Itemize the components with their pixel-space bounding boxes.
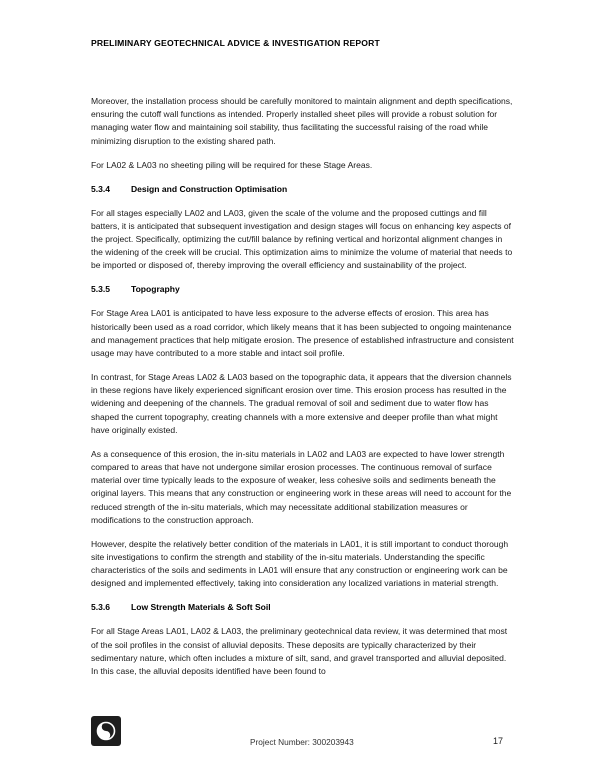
paragraph-topography-3: As a consequence of this erosion, the in-situ materials in LA02 and LA03 are expected to have lower strength compared to areas that have not undergone similar erosion processes. The continuous removal of surface material over time typically leads to the exposure of weaker, less cohesive soils and sediments beneath the original layers. This means that any construction or engineering work in these areas will need to account for the reduced strength of the in-situ materials, which may necessitate additional stabilization measures or modifications to the construction approach.	[91, 448, 512, 525]
section-number: 5.3.6	[91, 602, 111, 613]
page-number: 17	[493, 736, 504, 746]
paragraph-intro: Moreover, the installation process should be carefully monitored to maintain alignment and depth specifications, ensuring the cutoff wall functions as intended. Properly installed sheet piles will provide a robust solution for managing water flow and maintaining soil stability, thus facilitating the successful raising of the road while minimizing disruption to the existing shared path.	[91, 96, 513, 146]
paragraph-topography-2: In contrast, for Stage Areas LA02 & LA03 based on the topographic data, it appears that the diversion channels in these regions have likely experienced significant erosion over time. This erosion process has resulted in the widening and deepening of the channels. The gradual removal of soil and sediment due to water flow has shaped the current topography, creating channels with a more extensive and deeper profile than what might have originally existed.	[91, 372, 512, 435]
section-heading-5-3-4	[91, 183, 515, 196]
section-heading-5-3-5	[91, 283, 515, 296]
paragraph-low-strength-1: For all Stage Areas LA01, LA02 & LA03, the preliminary geotechnical data review, it was determined that most of the soil profiles in the consist of alluvial deposits. These deposits are typically characterized by their sedimentary nature, which often includes a mixture of silt, sand, and gravel transported and alluvial deposited. In this case, the alluvial deposits identified have been found to	[91, 626, 508, 677]
paragraph-sheeting: For LA02 & LA03 no sheeting piling will be required for these Stage Areas.	[91, 159, 373, 170]
paragraph-topography-4: However, despite the relatively better condition of the materials in LA01, it is still important to conduct thorough site investigations to confirm the strength and stability of the in-situ materials. Understanding the specific characteristics of the soils and sediments in LA01 will ensure that any construction or engineering work can be designed and implemented effectively, taking into consideration any localized variations in material strength.	[91, 538, 509, 589]
project-number: Project Number: 300203943	[250, 737, 354, 747]
paragraph-design-optimisation: For all stages especially LA02 and LA03, given the scale of the volume and the proposed cuttings and fill batters, it is anticipated that subsequent investigation and design stages will focus on enhancing key aspects of the project. Specifically, optimizing the cut/fill balance by refining vertical and horizontal alignment changes in the widening of the creek will be crucial. This optimization aims to minimize the volume of material that needs to be imported or disposed of, thereby improving the overall efficiency and sustainability of the project.	[91, 207, 513, 271]
page-body	[91, 95, 515, 689]
paragraph-topography-1: For Stage Area LA01 is anticipated to have less exposure to the adverse effects of erosion. This area has historically been used as a road corridor, which likely means that it has been subjected to ongoing maintenance and management practices that help mitigate erosion. The presence of established infrastructure and consistent usage may have contributed to a more stable and intact soil profile.	[91, 308, 514, 359]
section-title: Low Strength Materials & Soft Soil	[131, 602, 271, 613]
section-number: 5.3.5	[91, 284, 111, 295]
section-title: Topography	[131, 284, 180, 295]
section-heading-5-3-6	[91, 601, 515, 614]
section-title: Design and Construction Optimisation	[131, 183, 288, 194]
section-number: 5.3.4	[91, 183, 111, 194]
company-logo-icon	[91, 716, 121, 746]
report-header-title: PRELIMINARY GEOTECHNICAL ADVICE & INVESTIGATION REPORT	[91, 38, 380, 48]
